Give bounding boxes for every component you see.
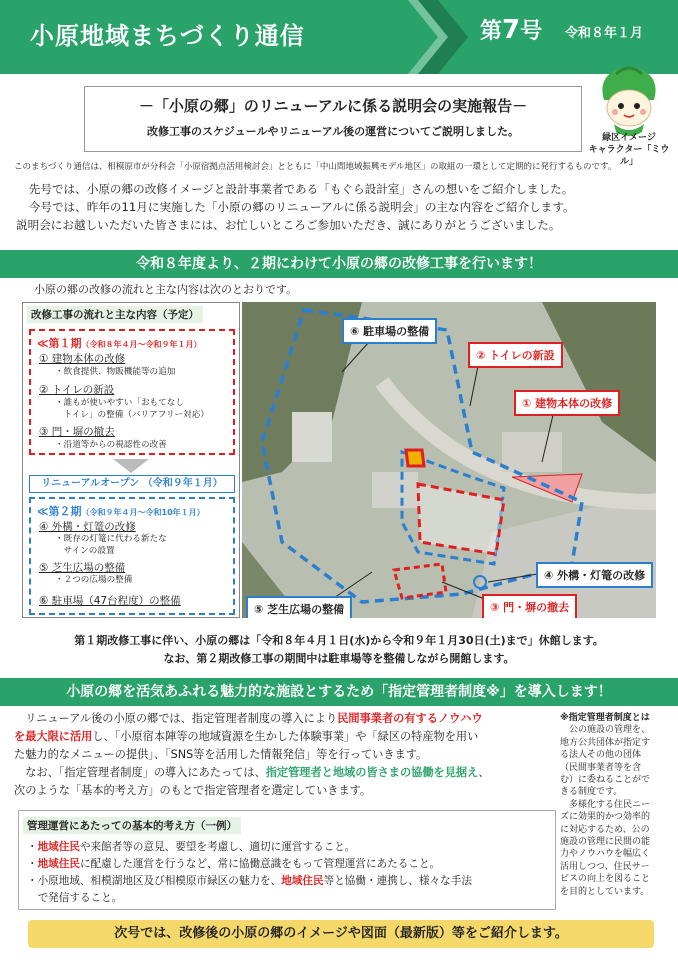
callout-gate: ③ 門・塀の撤去 <box>482 594 577 618</box>
renewal-open-label: リニューアルオープン （令和９年１月） <box>29 475 235 493</box>
phase1-box <box>29 329 235 455</box>
item-gate: ③ 門・塀の撤去 <box>39 426 115 438</box>
subtitle-main: －「小原の郷」のリニューアルに係る説明会の実施報告－ <box>138 97 528 115</box>
list-item: ・地域住民に配慮した運営を行うなど、常に協働意識をもって管理運営にあたること。 <box>27 858 441 870</box>
mascot-caption: 緑区イメージ キャラクター「ミウル」 <box>588 133 670 167</box>
aerial-site-map <box>242 302 656 618</box>
callout-parking: ⑥ 駐車場の整備 <box>342 318 437 344</box>
policy-title: 管理運営にあたっての基本的考え方（一例） <box>23 817 241 834</box>
flow-arrow-icon <box>113 459 149 473</box>
callout-exterior: ④ 外構・灯篭の改修 <box>536 562 653 588</box>
phase2-box <box>29 497 235 615</box>
list-item: ・小原地域、相模湖地区及び相模原市緑区の魅力を、地域住民等と協働・連携し、様々な手法 <box>27 875 472 887</box>
item-exterior-detail-1: ・既存の灯篭に代わる新たな <box>55 534 167 544</box>
section2-heading: 小原の郷を活気あふれる魅力的な施設とするため「指定管理者制度※」を導入します！ <box>0 678 678 706</box>
item-building: ① 建物本体の改修 <box>39 353 126 365</box>
subtitle-sub: 改修工事のスケジュールやリニューアル後の運営についてご説明しました。 <box>147 125 519 138</box>
item-gate-detail: ・沿道等からの視認性の改善 <box>55 440 167 450</box>
callout-toilet: ② トイレの新設 <box>468 342 563 368</box>
item-toilet-detail-1: ・誰もが使いやすい「おもてなし <box>55 398 184 408</box>
basic-policy-box <box>18 810 556 910</box>
phase2-label: ≪第２期（令和９年４月～令和10年１月） <box>37 505 205 518</box>
item-exterior: ④ 外構・灯篭の改修 <box>39 521 136 533</box>
item-lawn: ⑤ 芝生広場の整備 <box>39 562 126 574</box>
phase1-label: ≪第１期（令和８年４月～令和９年１月） <box>37 337 202 350</box>
closure-notice-2: なお、第２期改修工事の期間中は駐車場等を整備しながら開館します。 <box>163 652 515 665</box>
renovation-flow-box <box>22 302 240 618</box>
callout-lawn: ⑤ 芝生広場の整備 <box>246 596 352 618</box>
item-toilet-detail-2: トイレ」の整備（バリアフリー対応） <box>55 410 209 420</box>
flow-title: 改修工事の流れと主な内容（予定） <box>27 306 203 323</box>
next-issue-banner: 次号では、改修後の小原の郷のイメージや図面（最新版）等をご紹介します。 <box>28 920 654 948</box>
publication-note: このまちづくり通信は、相模原市が分科会「小原宿拠点活用検討会」とともに「中山間地域振興モデル地区」の取組の一環として定期的に発行するものです。 <box>14 162 617 172</box>
policy-list <box>27 839 472 907</box>
header-band <box>0 0 678 74</box>
item-exterior-detail-2: サインの設置 <box>55 546 115 556</box>
issue-date: 令和８年１月 <box>565 26 644 41</box>
newsletter-title: 小原地域まちづくり通信 <box>30 22 305 50</box>
section2-text: リニューアル後の小原の郷では、指定管理者制度の導入により民間事業者の有するノウハウ を最大限に活用し、「小原宿本陣等の地域資源を生かした体験事業」や「緑区の特産物を用い た魅力的なメニューの提供」、「SNS等を活用した情報発信」等を行っていきます。 なお、「指定管理者制度」の導入にあたっては、指定管理者と地域の皆さまの協働を見据え、 次のような「基本的考え方」のもとで指定管理者を選定していきます。 <box>14 712 490 797</box>
closure-notice-1: 第１期改修工事に伴い、小原の郷は「令和８年４月１日(水)から令和９年１月30日(土)まで」休館します。 <box>74 634 604 647</box>
issue-number: 第7号 <box>480 15 543 45</box>
subtitle-box <box>84 86 582 152</box>
intro-text: 先号では、小原の郷の改修イメージと設計事業者である「もぐら設計室」さんの想いをご紹介しました。 今号では、昨年の11月に実施した「小原の郷のリニューアルに係る説明会」の主な内容をご紹介します。 説明会にお越しいただいた皆さまには、お忙しいところご参加いただき、誠にありがとうございました。 <box>16 182 575 232</box>
item-toilet: ② トイレの新設 <box>39 384 115 396</box>
section1-heading: 令和８年度より、２期にわけて小原の郷の改修工事を行います！ <box>0 250 678 278</box>
item-lawn-detail: ・２つの広場の整備 <box>55 575 133 585</box>
list-item: で発信すること。 <box>27 892 123 904</box>
item-parking: ⑥ 駐車場（47台程度）の整備 <box>39 595 181 607</box>
item-building-detail: ・飲食提供、物販機能等の追加 <box>55 367 176 377</box>
section1-lead: 小原の郷の改修の流れと主な内容は次のとおりです。 <box>34 283 298 296</box>
callout-building: ① 建物本体の改修 <box>514 390 620 416</box>
chevron-arrow-icon <box>408 0 468 74</box>
system-explanation-box: ※指定管理者制度とは 公の施設の管理を、 地方公共団体が指定す る法人その他の団体 （民間事業者等を含 む）に委ねることがで きる制度です。 多様化する住民ニー ズに効果的かつ効率的 に対応するため、公の 施設の管理に民間の能 力やノウハウを幅広く 活用しつつ、住民サー ビスの向上を図ること を目的としています。 <box>560 713 651 897</box>
list-item: ・地域住民や来館者等の意見、要望を考慮し、適切に運営すること。 <box>27 841 356 853</box>
